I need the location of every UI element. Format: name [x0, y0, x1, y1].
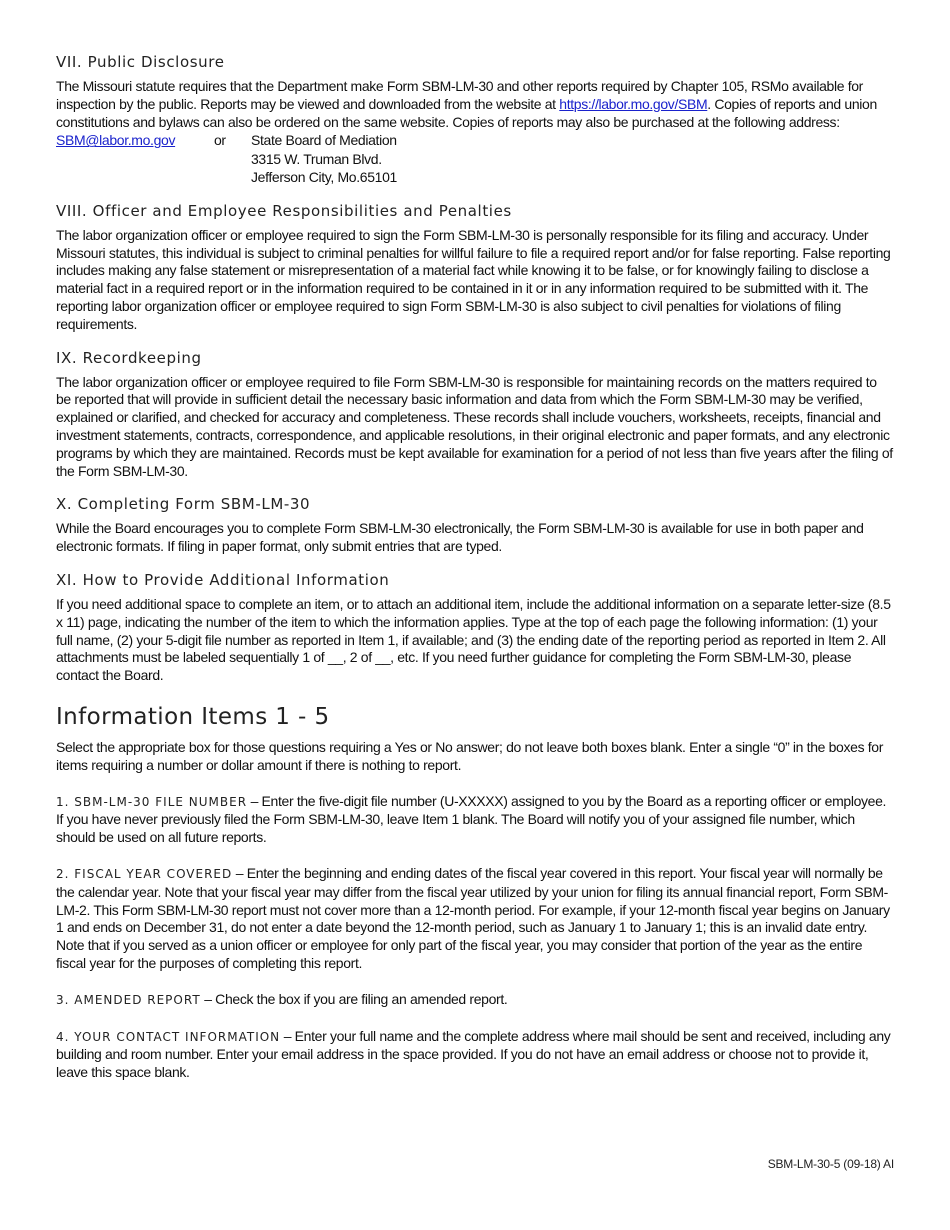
- section-recordkeeping: [56, 348, 894, 481]
- address-line: Jefferson City, Mo.65101: [251, 169, 397, 186]
- section-completing-form: [56, 494, 894, 556]
- section-additional-information: [56, 570, 894, 685]
- mailing-address-block: [56, 131, 894, 187]
- item-label: 2. FISCAL YEAR COVERED: [56, 867, 233, 882]
- section-heading: IX. Recordkeeping: [56, 348, 202, 367]
- section-heading: XI. How to Provide Additional Information: [56, 571, 390, 590]
- item-text: – Enter the five-digit file number (U-XXXXX) assigned to you by the Board as a reporting officer or employee. If you have never previously filed the Form SBM-LM-30, leave Item 1 blank. The Board will notify you of your assigned file number, which should be used on all future reports.: [56, 792, 887, 846]
- section-text: The labor organization officer or employee required to sign the Form SBM-LM-30 is personally responsible for its filing and accuracy. Under Missouri statutes, this individual is subject to criminal penalties for willful failure to file a required report and/or for false reporting. False reporting includes making any false statement or misrepresentation of a material fact while knowing it to be false, or for knowingly failing to disclose a material fact in a required report or in the information required to be contained in it or in any information required to be submitted with it. The reporting labor organization officer or employee required to sign Form SBM-LM-30 is also subject to civil penalties for violations of filing requirements.: [56, 226, 891, 332]
- form-footer-code: SBM-LM-30-5 (09-18) AI: [767, 1157, 894, 1171]
- section-text: While the Board encourages you to complete Form SBM-LM-30 electronically, the Form SBM-LM-30 is available for use in both paper and electronic formats. If filing in paper format, only submit entries that are typed.: [56, 520, 864, 555]
- or-separator: or: [214, 132, 226, 149]
- item-text: – Enter the beginning and ending dates of the fiscal year covered in this report. Your fiscal year will normally be the calendar year. Note that your fiscal year may differ from the fiscal year utilized by your union for filing its annual financial report, Form SBM-LM-2. This Form SBM-LM-30 report must not cover more than a 12-month period. For example, if your 12-month fiscal year begins on January 1 and ends on December 31, do not enter a date beyond the 12-month period, such as January 1 to January 1; this is an invalid date entry. Note that if you served as a union officer or employee for only part of the fiscal year, you may consider that portion of the year as the entire fiscal year for the purposes of completing this report.: [56, 865, 890, 971]
- section-heading: VIII. Officer and Employee Responsibilities and Penalties: [56, 201, 512, 220]
- mailing-address: [251, 131, 397, 187]
- item-label: 3. AMENDED REPORT: [56, 992, 201, 1007]
- section-text: The Missouri statute requires that the Department make Form SBM-LM-30 and other reports required by Chapter 105, RSMo available for inspection by the public. Reports may be viewed and downloaded from the website at https://labor.mo.gov/SBM. Copies of reports and union constitutions and bylaws can also be ordered on the same website. Copies of reports may also be purchased at the following address:: [56, 78, 877, 130]
- section-text: The labor organization officer or employee required to file Form SBM-LM-30 is responsible for maintaining records on the matters required to be reported that will provide in sufficient detail the necessary basic information and data from which the Form SBM-LM-30 may be verified, explained or clarified, and checked for accuracy and completeness. These records shall include vouchers, worksheets, receipts, financial and investment statements, contracts, correspondence, and applicable resolutions, in their original electronic and paper formats, and any electronic programs by which they are maintained. Records must be kept available for examination for a period of not less than five years after the filing of the Form SBM-LM-30.: [56, 373, 893, 479]
- information-items-intro: Select the appropriate box for those questions requiring a Yes or No answer; do not leave both boxes blank. Enter a single “0” in the boxes for items requiring a number or dollar amount if there is nothing to report.: [56, 739, 884, 773]
- section-responsibilities: [56, 201, 894, 334]
- sbm-email-link[interactable]: SBM@labor.mo.gov: [56, 132, 176, 149]
- address-line: 3315 W. Truman Blvd.: [251, 150, 382, 167]
- section-text: If you need additional space to complete an item, or to attach an additional item, include the additional information on a separate letter-size (8.5 x 11) page, indicating the number of the item to which the information applies. Type at the top of each page the following information: (1) your full name, (2) your 5-digit file number as reported in Item 1, if available; and (3) the ending date of the reporting period as reported in Item 2. All attachments must be labeled sequentially 1 of __, 2 of __, etc. If you need further guidance for completing the Form SBM-LM-30, please contact the Board.: [56, 596, 891, 684]
- item-label: 4. YOUR CONTACT INFORMATION: [56, 1029, 281, 1044]
- address-line: State Board of Mediation: [251, 132, 397, 149]
- item-text: – Enter your full name and the complete address where mail should be sent and received, including any building and room number. Enter your email address in the space provided. If you do not have an email address or choose not to provide it, leave this space blank.: [56, 1027, 891, 1081]
- sbm-website-link[interactable]: https://labor.mo.gov/SBM: [559, 95, 708, 112]
- item-fiscal-year: [56, 865, 894, 973]
- document-body: [56, 52, 894, 1082]
- item-amended-report: [56, 991, 894, 1010]
- item-label: 1. SBM-LM-30 FILE NUMBER: [56, 794, 248, 809]
- item-text: – Check the box if you are filing an amended report.: [200, 990, 508, 1007]
- item-contact-information: [56, 1028, 894, 1082]
- section-heading: X. Completing Form SBM-LM-30: [56, 495, 311, 514]
- section-public-disclosure: [56, 52, 894, 187]
- information-items-heading: Information Items 1 - 5: [56, 704, 330, 731]
- section-heading: VII. Public Disclosure: [56, 53, 225, 71]
- item-file-number: [56, 793, 894, 847]
